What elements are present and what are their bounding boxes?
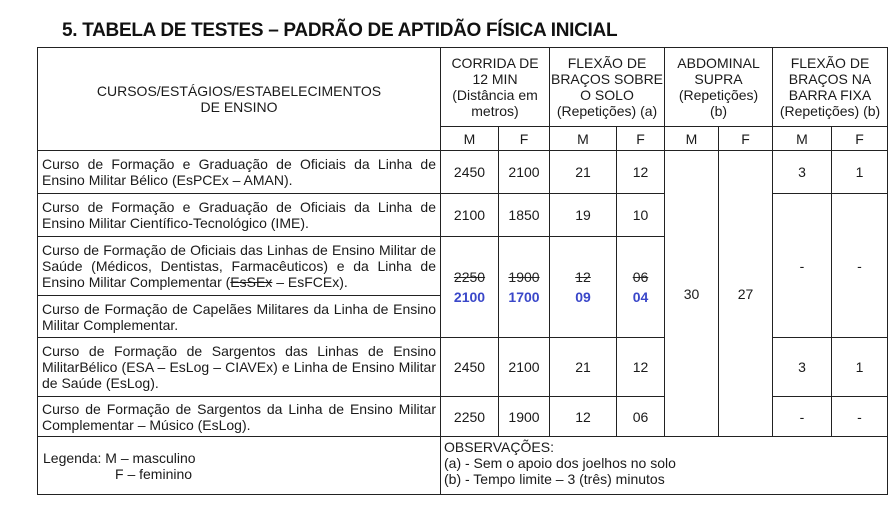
- corrida-m-cell: 2100: [441, 194, 499, 237]
- header-corrida-m: M: [441, 127, 499, 151]
- physical-test-table: [37, 47, 888, 495]
- barra-m-cell: 3: [773, 338, 832, 397]
- course-cell: [38, 237, 441, 296]
- header-barra-line3: BARRA FIXA: [788, 87, 872, 103]
- abdominal-f-cell: 27: [719, 151, 773, 437]
- flexao-m-old: 12: [575, 269, 591, 285]
- header-corrida: [441, 48, 550, 127]
- course-cell: Curso de Formação de Capelães Militares da Linha de Ensino Militar Complementar.: [38, 296, 441, 338]
- flexao-m-cell: 12: [550, 397, 617, 437]
- header-abdominal-line4: (b): [709, 103, 728, 119]
- corrida-f-old: 1900: [508, 269, 540, 285]
- header-corrida-f: F: [499, 127, 550, 151]
- legend-f: F – feminino: [115, 465, 193, 482]
- corrida-m-cell: 2450: [441, 151, 499, 194]
- header-abdominal-line2: SUPRA: [694, 71, 743, 87]
- course-text-pre: Curso de Formação de Oficiais das Linhas de Ensino Militar de Saúde (Médicos, Dentistas, Farmacêuticos) e da Linha de Ensino Militar Complementar (: [42, 242, 436, 290]
- header-flexao-line4: (Repetições) (a): [556, 103, 658, 119]
- course-cell: Curso de Formação e Graduação de Oficiais da Linha de Ensino Militar Científico-Tecnológico (IME).: [38, 194, 441, 237]
- header-flexao-line2: BRAÇOS SOBRE: [550, 71, 664, 87]
- flexao-f-cell: 12: [617, 151, 665, 194]
- course-text-struck: EsSEx: [230, 274, 273, 290]
- legend-m: Legenda: M – masculino: [43, 449, 196, 466]
- flexao-f-new: 04: [632, 289, 649, 305]
- corrida-f-cell: 1850: [499, 194, 550, 237]
- abdominal-m-cell: 30: [665, 151, 719, 437]
- course-text-post: – EsFCEx).: [272, 274, 348, 290]
- observation-a: (a) - Sem o apoio dos joelhos no solo: [444, 455, 676, 471]
- barra-f-dash-cell: -: [832, 194, 888, 338]
- table-row: [38, 151, 888, 194]
- header-abdominal-line3: (Repetições): [678, 87, 759, 103]
- course-cell: Curso de Formação e Graduação de Oficiais da Linha de Ensino Militar Bélico (EsPCEx – AMAN).: [38, 151, 441, 194]
- course-cell: Curso de Formação de Sargentos da Linha de Ensino Militar Complementar – Músico (EsLog).: [38, 397, 441, 437]
- barra-f-cell: -: [832, 397, 888, 437]
- header-barra-m: M: [773, 127, 832, 151]
- header-flexao-line1: FLEXÃO DE: [567, 55, 647, 71]
- header-courses-line2: DE ENSINO: [200, 99, 278, 115]
- header-abdominal-line1: ABDOMINAL: [677, 55, 760, 71]
- flexao-f-cell: [617, 237, 665, 338]
- header-barra-line2: BRAÇOS NA: [788, 71, 872, 87]
- header-abdominal-f: F: [719, 127, 773, 151]
- corrida-f-cell: 2100: [499, 151, 550, 194]
- header-corrida-line4: metros): [471, 103, 519, 119]
- corrida-m-cell: 2450: [441, 338, 499, 397]
- corrida-m-cell: [441, 237, 499, 338]
- header-barra-line4: (Repetições) (b): [779, 103, 881, 119]
- flexao-m-cell: [550, 237, 617, 338]
- flexao-m-cell: 21: [550, 151, 617, 194]
- corrida-m-new: 2100: [453, 289, 486, 305]
- header-abdominal: [665, 48, 773, 127]
- header-courses-line1: CURSOS/ESTÁGIOS/ESTABELECIMENTOS: [96, 83, 382, 99]
- header-abdominal-m: M: [665, 127, 719, 151]
- barra-f-cell: 1: [832, 151, 888, 194]
- header-corrida-line2: 12 MIN: [472, 71, 518, 87]
- corrida-f-new: 1700: [508, 289, 540, 305]
- barra-f-cell: 1: [832, 338, 888, 397]
- corrida-f-cell: [499, 237, 550, 338]
- header-corrida-line1: CORRIDA DE: [451, 55, 539, 71]
- course-cell: Curso de Formação de Sargentos das Linhas de Ensino MilitarBélico (ESA – EsLog – CIAVEx) e Linha de Ensino Militar de Saúde (EsLog).: [38, 338, 441, 397]
- flexao-f-cell: 10: [617, 194, 665, 237]
- flexao-m-cell: 21: [550, 338, 617, 397]
- observation-b: (b) - Tempo limite – 3 (três) minutos: [444, 471, 665, 487]
- header-courses: [38, 48, 441, 151]
- corrida-m-old: 2250: [453, 269, 486, 285]
- corrida-f-cell: 2100: [499, 338, 550, 397]
- barra-m-dash-cell: -: [773, 194, 832, 338]
- header-flexao-m: M: [550, 127, 617, 151]
- observations: [441, 437, 888, 495]
- flexao-f-cell: 06: [617, 397, 665, 437]
- barra-m-cell: -: [773, 397, 832, 437]
- header-barra-fixa: [773, 48, 888, 127]
- flexao-f-old: 06: [632, 269, 649, 285]
- barra-m-cell: 3: [773, 151, 832, 194]
- flexao-f-cell: 12: [617, 338, 665, 397]
- flexao-m-new: 09: [575, 289, 591, 305]
- header-barra-line1: FLEXÃO DE: [790, 55, 870, 71]
- corrida-f-cell: 1900: [499, 397, 550, 437]
- page-title: 5. TABELA DE TESTES – PADRÃO DE APTIDÃO FÍSICA INICIAL: [62, 20, 618, 41]
- flexao-m-cell: 19: [550, 194, 617, 237]
- header-flexao-solo: [550, 48, 665, 127]
- header-corrida-line3: (Distância em: [452, 87, 538, 103]
- header-flexao-f: F: [617, 127, 665, 151]
- corrida-m-cell: 2250: [441, 397, 499, 437]
- header-flexao-line3: O SOLO: [580, 87, 634, 103]
- observations-title: OBSERVAÇÕES:: [444, 439, 554, 455]
- legend: [38, 437, 441, 495]
- header-barra-f: F: [832, 127, 888, 151]
